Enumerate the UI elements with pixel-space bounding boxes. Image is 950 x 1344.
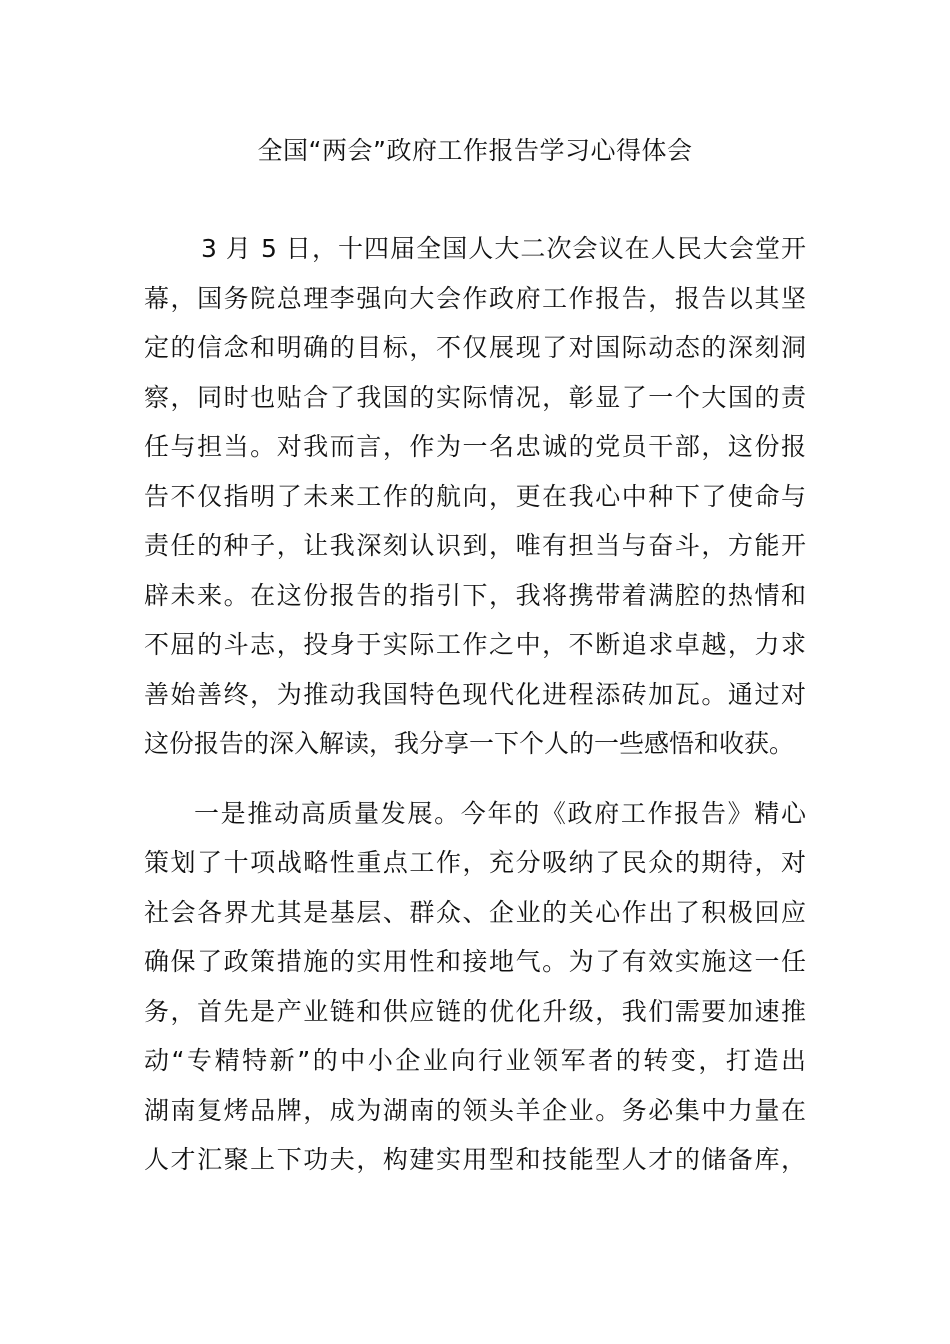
text-line: 社会各界尤其是基层、群众、企业的关心作出了积极回应 [144, 897, 806, 927]
text-line: 动“专精特新”的中小企业向行业领军者的转变，打造出 [144, 1046, 806, 1075]
text-line: 任与担当。对我而言，作为一名忠诚的党员干部，这份报 [144, 432, 806, 461]
text-line: 幕，国务院总理李强向大会作政府工作报告，报告以其坚 [144, 283, 806, 313]
text-line: 察，同时也贴合了我国的实际情况，彰显了一个大国的责 [144, 382, 806, 412]
text-line: 这份报告的深入解读，我分享一下个人的一些感悟和收获。 [144, 729, 795, 758]
text-line: 善始善终，为推动我国特色现代化进程添砖加瓦。通过对 [144, 679, 806, 709]
text-line: 辟未来。在这份报告的指引下，我将携带着满腔的热情和 [144, 580, 806, 610]
text-line: 湖南复烤品牌，成为湖南的领头羊企业。务必集中力量在 [144, 1095, 806, 1125]
text-line: 确保了政策措施的实用性和接地气。为了有效实施这一任 [144, 947, 806, 976]
text-line: 人才汇聚上下功夫，构建实用型和技能型人才的储备库， [144, 1145, 806, 1174]
text-line: 定的信念和明确的目标，不仅展现了对国际动态的深刻洞 [144, 333, 806, 362]
paragraph-2 [144, 789, 806, 1185]
text-line: 3 月 5 日，十四届全国人大二次会议在人民大会堂开 [201, 234, 806, 263]
text-line: 不屈的斗志，投身于实际工作之中，不断追求卓越，力求 [144, 630, 806, 659]
text-line: 策划了十项战略性重点工作，充分吸纳了民众的期待，对 [144, 848, 806, 877]
document-title: 全国“两会”政府工作报告学习心得体会 [257, 136, 693, 165]
text-line: 务，首先是产业链和供应链的优化升级，我们需要加速推 [144, 996, 806, 1026]
text-line: 责任的种子，让我深刻认识到，唯有担当与奋斗，方能开 [144, 531, 806, 560]
text-line: 一是推动高质量发展。今年的《政府工作报告》精心 [194, 798, 806, 828]
paragraph-1 [144, 224, 806, 769]
document-body [144, 224, 806, 1185]
text-line: 告不仅指明了未来工作的航向，更在我心中种下了使命与 [144, 481, 806, 511]
